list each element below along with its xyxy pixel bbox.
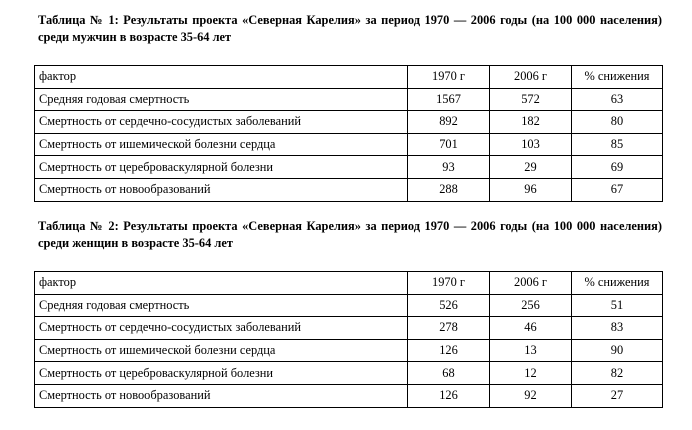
reduction-cell: 82 <box>572 362 663 385</box>
reduction-cell: 63 <box>572 88 663 111</box>
table2-header-reduction: % снижения <box>572 272 663 295</box>
table-row <box>35 111 663 134</box>
factor-cell: Смертность от новообразований <box>35 384 408 407</box>
reduction-cell: 69 <box>572 156 663 179</box>
table1 <box>34 65 663 202</box>
value-1970-cell: 126 <box>408 339 490 362</box>
reduction-cell: 51 <box>572 294 663 317</box>
factor-cell: Смертность от сердечно-сосудистых заболеваний <box>35 111 408 134</box>
value-1970-cell: 1567 <box>408 88 490 111</box>
value-2006-cell: 46 <box>490 317 572 340</box>
factor-cell: Смертность от цереброваскулярной болезни <box>35 362 408 385</box>
table-row <box>35 88 663 111</box>
value-1970-cell: 526 <box>408 294 490 317</box>
table1-header-row <box>35 66 663 89</box>
reduction-cell: 90 <box>572 339 663 362</box>
table-row <box>35 339 663 362</box>
factor-cell: Средняя годовая смертность <box>35 88 408 111</box>
value-2006-cell: 96 <box>490 178 572 201</box>
reduction-cell: 83 <box>572 317 663 340</box>
value-2006-cell: 12 <box>490 362 572 385</box>
table1-header-reduction: % снижения <box>572 66 663 89</box>
table-row <box>35 362 663 385</box>
table2-header-row <box>35 272 663 295</box>
table-row <box>35 384 663 407</box>
reduction-cell: 85 <box>572 133 663 156</box>
table-row <box>35 133 663 156</box>
factor-cell: Смертность от цереброваскулярной болезни <box>35 156 408 179</box>
factor-cell: Смертность от ишемической болезни сердца <box>35 339 408 362</box>
factor-cell: Средняя годовая смертность <box>35 294 408 317</box>
value-1970-cell: 892 <box>408 111 490 134</box>
table2-caption: Таблица № 2: Результаты проекта «Северная Карелия» за период 1970 — 2006 годы (на 100 000 населения) среди женщин в возрасте 35-64 лет <box>38 219 662 250</box>
factor-cell: Смертность от сердечно-сосудистых заболеваний <box>35 317 408 340</box>
reduction-cell: 27 <box>572 384 663 407</box>
value-2006-cell: 13 <box>490 339 572 362</box>
value-2006-cell: 103 <box>490 133 572 156</box>
table-row <box>35 317 663 340</box>
table2-header-factor: фактор <box>35 272 408 295</box>
factor-cell: Смертность от новообразований <box>35 178 408 201</box>
factor-cell: Смертность от ишемической болезни сердца <box>35 133 408 156</box>
value-1970-cell: 701 <box>408 133 490 156</box>
table-row <box>35 294 663 317</box>
table1-header-2006: 2006 г <box>490 66 572 89</box>
value-2006-cell: 92 <box>490 384 572 407</box>
value-1970-cell: 68 <box>408 362 490 385</box>
table1-header-1970: 1970 г <box>408 66 490 89</box>
value-1970-cell: 126 <box>408 384 490 407</box>
table1-header-factor: фактор <box>35 66 408 89</box>
value-1970-cell: 278 <box>408 317 490 340</box>
value-1970-cell: 288 <box>408 178 490 201</box>
value-2006-cell: 256 <box>490 294 572 317</box>
value-2006-cell: 29 <box>490 156 572 179</box>
table1-caption: Таблица № 1: Результаты проекта «Северная Карелия» за период 1970 — 2006 годы (на 100 000 населения) среди мужчин в возрасте 35-64 лет <box>38 13 662 44</box>
table-row <box>35 156 663 179</box>
reduction-cell: 67 <box>572 178 663 201</box>
value-2006-cell: 572 <box>490 88 572 111</box>
table2-header-2006: 2006 г <box>490 272 572 295</box>
table2-header-1970: 1970 г <box>408 272 490 295</box>
value-2006-cell: 182 <box>490 111 572 134</box>
table-row <box>35 178 663 201</box>
table2 <box>34 271 663 408</box>
reduction-cell: 80 <box>572 111 663 134</box>
value-1970-cell: 93 <box>408 156 490 179</box>
